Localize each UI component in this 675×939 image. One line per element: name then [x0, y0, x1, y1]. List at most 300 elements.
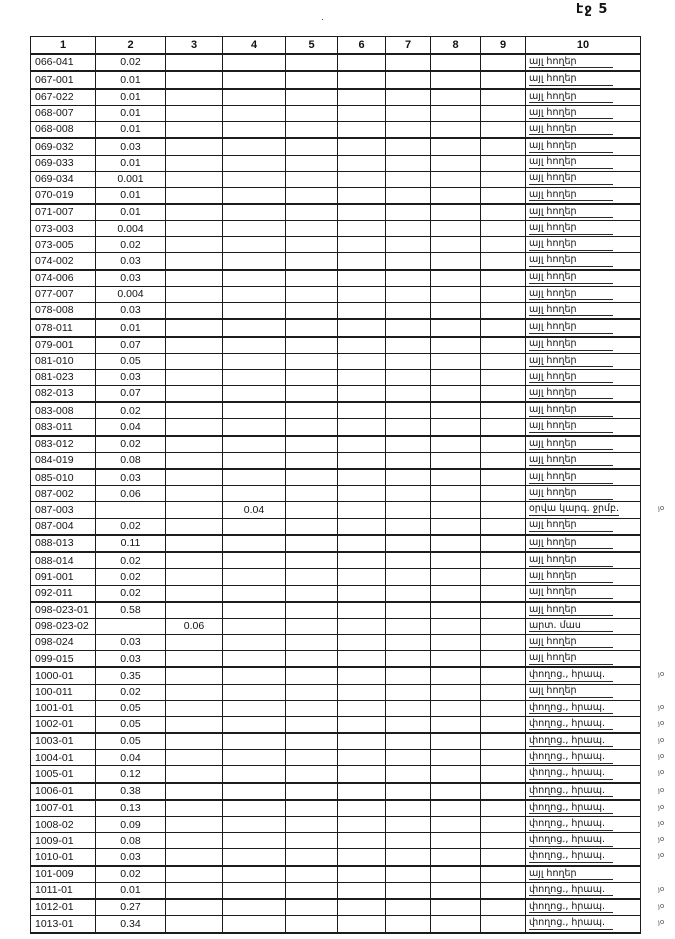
col8-cell — [431, 602, 481, 619]
landuse-cell — [526, 452, 641, 469]
margin-annotation: յօ — [657, 802, 665, 812]
col4-cell — [223, 800, 286, 817]
area-cell: 0.02 — [96, 402, 166, 419]
col5-cell — [286, 89, 338, 106]
col8-cell — [431, 700, 481, 716]
landuse-cell — [526, 783, 665, 800]
col9-cell — [481, 89, 526, 106]
col3-cell — [166, 122, 223, 139]
area-cell: 0.05 — [96, 353, 166, 369]
code-cell: 078-011 — [31, 319, 96, 336]
col7-cell — [386, 750, 431, 766]
landuse-cell — [526, 716, 665, 733]
col6-cell — [338, 385, 386, 402]
code-cell: 069-032 — [31, 138, 96, 155]
col7-cell — [386, 286, 431, 302]
col6-cell — [338, 518, 386, 535]
col4-cell — [223, 286, 286, 302]
table-row — [31, 204, 641, 221]
table-row — [31, 700, 641, 716]
area-cell: 0.02 — [96, 54, 166, 71]
landuse-label: այլ հողեր — [529, 488, 613, 500]
col4-cell — [223, 899, 286, 916]
area-cell: 0.12 — [96, 766, 166, 783]
code-cell: 1010-01 — [31, 849, 96, 866]
col9-cell — [481, 71, 526, 88]
table-row — [31, 916, 641, 933]
table-row — [31, 302, 641, 319]
code-cell: 074-002 — [31, 253, 96, 270]
col3-cell — [166, 486, 223, 502]
col9-cell — [481, 270, 526, 287]
col7-cell — [386, 253, 431, 270]
area-cell: 0.03 — [96, 635, 166, 651]
col8-cell — [431, 817, 481, 833]
col6-cell — [338, 270, 386, 287]
col3-cell — [166, 535, 223, 552]
col4-cell — [223, 187, 286, 204]
col8-cell — [431, 502, 481, 518]
col4-cell — [223, 716, 286, 733]
col5-cell — [286, 849, 338, 866]
landuse-label: այլ հողեր — [529, 605, 613, 617]
code-cell: 1005-01 — [31, 766, 96, 783]
col3-cell — [166, 402, 223, 419]
code-cell: 079-001 — [31, 337, 96, 354]
landuse-cell — [526, 419, 641, 436]
table-row — [31, 419, 641, 436]
col7-cell — [386, 270, 431, 287]
col8-cell — [431, 635, 481, 651]
landuse-label: այլ հողեր — [529, 141, 613, 153]
col5-cell — [286, 700, 338, 716]
col7-cell — [386, 849, 431, 866]
col6-cell — [338, 155, 386, 171]
code-cell: 1003-01 — [31, 733, 96, 750]
landuse-label: փողոց., հրապ. — [529, 835, 613, 847]
col3-cell — [166, 733, 223, 750]
landuse-cell — [526, 270, 641, 287]
col9-cell — [481, 733, 526, 750]
code-cell: 101-009 — [31, 866, 96, 883]
table-row — [31, 353, 641, 369]
column-header-2: 2 — [96, 37, 166, 55]
col3-cell — [166, 700, 223, 716]
col8-cell — [431, 618, 481, 634]
col9-cell — [481, 716, 526, 733]
col4-cell — [223, 385, 286, 402]
col9-cell — [481, 817, 526, 833]
col6-cell — [338, 535, 386, 552]
col9-cell — [481, 700, 526, 716]
landuse-cell — [526, 171, 641, 187]
code-cell: 081-010 — [31, 353, 96, 369]
col6-cell — [338, 651, 386, 668]
col4-cell — [223, 319, 286, 336]
col8-cell — [431, 187, 481, 204]
area-cell: 0.001 — [96, 171, 166, 187]
col4-cell — [223, 882, 286, 899]
col4-cell — [223, 585, 286, 602]
area-cell: 0.03 — [96, 369, 166, 385]
col3-cell: 0.06 — [166, 618, 223, 634]
table-row — [31, 469, 641, 486]
landuse-cell — [526, 849, 665, 866]
landuse-label: փողոց., հրապ. — [529, 736, 613, 748]
col9-cell — [481, 54, 526, 71]
area-cell — [96, 618, 166, 634]
col9-cell — [481, 618, 526, 634]
col9-cell — [481, 419, 526, 436]
header-row — [31, 37, 641, 55]
col4-cell — [223, 866, 286, 883]
col9-cell — [481, 766, 526, 783]
table-row — [31, 54, 641, 71]
landuse-label: այլ հողեր — [529, 439, 613, 451]
landuse-label: այլ հողեր — [529, 421, 613, 433]
code-cell: 069-033 — [31, 155, 96, 171]
col5-cell — [286, 766, 338, 783]
area-cell: 0.01 — [96, 155, 166, 171]
col9-cell — [481, 569, 526, 585]
col7-cell — [386, 866, 431, 883]
col5-cell — [286, 635, 338, 651]
col7-cell — [386, 700, 431, 716]
col6-cell — [338, 122, 386, 139]
landuse-cell — [526, 204, 641, 221]
col3-cell — [166, 155, 223, 171]
landuse-label: այլ հողեր — [529, 405, 613, 417]
col5-cell — [286, 237, 338, 253]
col6-cell — [338, 452, 386, 469]
col4-cell — [223, 419, 286, 436]
table-row — [31, 602, 641, 619]
col6-cell — [338, 469, 386, 486]
landuse-cell — [526, 89, 641, 106]
col4-cell — [223, 204, 286, 221]
col6-cell — [338, 54, 386, 71]
col8-cell — [431, 585, 481, 602]
area-cell: 0.03 — [96, 253, 166, 270]
col4-cell — [223, 618, 286, 634]
margin-annotation: յօ — [657, 670, 665, 679]
col9-cell — [481, 286, 526, 302]
margin-annotation: յօ — [657, 884, 665, 894]
col3-cell — [166, 138, 223, 155]
col8-cell — [431, 684, 481, 700]
table-row — [31, 585, 641, 602]
col6-cell — [338, 585, 386, 602]
landuse-cell — [526, 353, 641, 369]
col3-cell — [166, 319, 223, 336]
col3-cell — [166, 750, 223, 766]
table-row — [31, 849, 641, 866]
column-header-1: 1 — [31, 37, 96, 55]
code-cell: 067-022 — [31, 89, 96, 106]
col4-cell — [223, 817, 286, 833]
code-cell: 068-007 — [31, 105, 96, 121]
col9-cell — [481, 469, 526, 486]
col5-cell — [286, 54, 338, 71]
col6-cell — [338, 833, 386, 849]
landuse-label: այլ հողեր — [529, 637, 613, 649]
col7-cell — [386, 385, 431, 402]
table-row — [31, 286, 641, 302]
col8-cell — [431, 105, 481, 121]
table-row — [31, 319, 641, 336]
landuse-label: փողոց., հրապ. — [529, 719, 613, 731]
landuse-label: փողոց., հրապ. — [529, 786, 613, 798]
landuse-cell — [526, 138, 641, 155]
landuse-cell — [526, 667, 665, 684]
landuse-label: փողոց., հրապ. — [529, 851, 613, 863]
code-cell: 083-011 — [31, 419, 96, 436]
margin-annotation: յօ — [657, 718, 665, 728]
table-row — [31, 138, 641, 155]
landuse-label: փողոց., հրապ. — [529, 703, 613, 715]
col3-cell — [166, 105, 223, 121]
area-cell: 0.11 — [96, 535, 166, 552]
code-cell: 066-041 — [31, 54, 96, 71]
landuse-cell — [526, 882, 665, 899]
landuse-label: այլ հողեր — [529, 339, 613, 351]
area-cell: 0.58 — [96, 602, 166, 619]
col5-cell — [286, 353, 338, 369]
col3-cell — [166, 800, 223, 817]
area-cell: 0.07 — [96, 337, 166, 354]
code-cell: 1011-01 — [31, 882, 96, 899]
col3-cell — [166, 667, 223, 684]
landuse-cell — [526, 750, 665, 766]
code-cell: 098-024 — [31, 635, 96, 651]
col8-cell — [431, 353, 481, 369]
col9-cell — [481, 882, 526, 899]
col8-cell — [431, 302, 481, 319]
landuse-cell — [526, 552, 641, 569]
col6-cell — [338, 486, 386, 502]
col6-cell — [338, 849, 386, 866]
column-header-7: 7 — [386, 37, 431, 55]
code-cell: 1002-01 — [31, 716, 96, 733]
col6-cell — [338, 800, 386, 817]
col8-cell — [431, 849, 481, 866]
col5-cell — [286, 270, 338, 287]
landuse-cell — [526, 916, 665, 933]
sheet-table-body — [31, 54, 665, 933]
landuse-cell — [526, 286, 641, 302]
col5-cell — [286, 651, 338, 668]
code-cell: 1008-02 — [31, 817, 96, 833]
col4-cell — [223, 750, 286, 766]
landuse-cell — [526, 535, 641, 552]
col7-cell — [386, 733, 431, 750]
table-row — [31, 502, 641, 518]
col7-cell — [386, 369, 431, 385]
landuse-cell — [526, 122, 641, 139]
area-cell: 0.03 — [96, 849, 166, 866]
col7-cell — [386, 105, 431, 121]
col5-cell — [286, 552, 338, 569]
landuse-label: այլ հողեր — [529, 305, 613, 317]
code-cell: 070-019 — [31, 187, 96, 204]
area-cell: 0.01 — [96, 204, 166, 221]
col6-cell — [338, 700, 386, 716]
landuse-label: այլ հողեր — [529, 272, 613, 284]
col9-cell — [481, 138, 526, 155]
col7-cell — [386, 585, 431, 602]
col8-cell — [431, 221, 481, 237]
col8-cell — [431, 122, 481, 139]
area-cell — [96, 502, 166, 518]
col8-cell — [431, 882, 481, 899]
col6-cell — [338, 783, 386, 800]
landuse-cell — [526, 237, 641, 253]
col5-cell — [286, 733, 338, 750]
col7-cell — [386, 54, 431, 71]
col5-cell — [286, 155, 338, 171]
col4-cell — [223, 270, 286, 287]
margin-annotation: յօ — [657, 835, 665, 844]
column-header-8: 8 — [431, 37, 481, 55]
col7-cell — [386, 899, 431, 916]
area-cell: 0.27 — [96, 899, 166, 916]
col7-cell — [386, 171, 431, 187]
code-cell: 1009-01 — [31, 833, 96, 849]
col4-cell — [223, 105, 286, 121]
margin-annotation: յօ — [657, 504, 665, 513]
col6-cell — [338, 402, 386, 419]
col3-cell — [166, 54, 223, 71]
column-header-4: 4 — [223, 37, 286, 55]
table-row — [31, 486, 641, 502]
col5-cell — [286, 899, 338, 916]
col4-cell — [223, 253, 286, 270]
landuse-label: այլ հողեր — [529, 255, 613, 267]
col7-cell — [386, 204, 431, 221]
col5-cell — [286, 800, 338, 817]
landuse-cell — [526, 700, 665, 716]
code-cell: 1006-01 — [31, 783, 96, 800]
col3-cell — [166, 237, 223, 253]
table-row — [31, 552, 641, 569]
code-cell: 073-005 — [31, 237, 96, 253]
col8-cell — [431, 138, 481, 155]
col6-cell — [338, 419, 386, 436]
area-cell: 0.01 — [96, 122, 166, 139]
table-row — [31, 402, 641, 419]
margin-annotation: յօ — [657, 918, 665, 927]
code-cell: 084-019 — [31, 452, 96, 469]
col5-cell — [286, 369, 338, 385]
col9-cell — [481, 204, 526, 221]
col8-cell — [431, 486, 481, 502]
area-cell: 0.01 — [96, 882, 166, 899]
col6-cell — [338, 253, 386, 270]
area-cell: 0.01 — [96, 319, 166, 336]
landuse-cell — [526, 569, 641, 585]
col5-cell — [286, 716, 338, 733]
area-cell: 0.01 — [96, 187, 166, 204]
col8-cell — [431, 733, 481, 750]
col5-cell — [286, 419, 338, 436]
col9-cell — [481, 122, 526, 139]
landuse-label: փողոց., հրապ. — [529, 768, 613, 780]
landuse-label: այլ հողեր — [529, 869, 613, 881]
margin-annotation: յօ — [657, 768, 665, 777]
col5-cell — [286, 750, 338, 766]
col4-cell — [223, 353, 286, 369]
table-row — [31, 337, 641, 354]
col9-cell — [481, 155, 526, 171]
col3-cell — [166, 302, 223, 319]
table-row — [31, 253, 641, 270]
col9-cell — [481, 750, 526, 766]
col5-cell — [286, 783, 338, 800]
col9-cell — [481, 916, 526, 933]
col6-cell — [338, 569, 386, 585]
col3-cell — [166, 849, 223, 866]
col6-cell — [338, 716, 386, 733]
col4-cell — [223, 552, 286, 569]
col3-cell — [166, 436, 223, 453]
col8-cell — [431, 319, 481, 336]
area-cell: 0.03 — [96, 270, 166, 287]
landuse-label: այլ հողեր — [529, 57, 613, 69]
col4-cell — [223, 602, 286, 619]
table-row — [31, 105, 641, 121]
table-row — [31, 783, 641, 800]
landuse-cell — [526, 105, 641, 121]
area-cell: 0.35 — [96, 667, 166, 684]
code-cell: 085-010 — [31, 469, 96, 486]
col3-cell — [166, 419, 223, 436]
col7-cell — [386, 800, 431, 817]
page-number-label: էջ 5 — [576, 2, 609, 17]
area-cell: 0.01 — [96, 71, 166, 88]
col7-cell — [386, 502, 431, 518]
table-row — [31, 766, 641, 783]
area-cell: 0.02 — [96, 569, 166, 585]
col6-cell — [338, 618, 386, 634]
col6-cell — [338, 750, 386, 766]
area-cell: 0.34 — [96, 916, 166, 933]
code-cell: 1013-01 — [31, 916, 96, 933]
area-cell: 0.05 — [96, 733, 166, 750]
col9-cell — [481, 552, 526, 569]
code-cell: 083-008 — [31, 402, 96, 419]
col9-cell — [481, 436, 526, 453]
col3-cell — [166, 635, 223, 651]
col8-cell — [431, 535, 481, 552]
col6-cell — [338, 882, 386, 899]
margin-annotation: յօ — [657, 702, 665, 712]
col4-cell — [223, 766, 286, 783]
col4-cell — [223, 54, 286, 71]
col3-cell — [166, 385, 223, 402]
col4-cell — [223, 138, 286, 155]
col3-cell — [166, 286, 223, 302]
code-cell: 088-014 — [31, 552, 96, 569]
col4-cell — [223, 369, 286, 385]
col9-cell — [481, 684, 526, 700]
landuse-cell — [526, 817, 665, 833]
col9-cell — [481, 302, 526, 319]
col5-cell — [286, 385, 338, 402]
landuse-label: այլ հողեր — [529, 157, 613, 169]
column-header-5: 5 — [286, 37, 338, 55]
table-row — [31, 452, 641, 469]
code-cell: 088-013 — [31, 535, 96, 552]
